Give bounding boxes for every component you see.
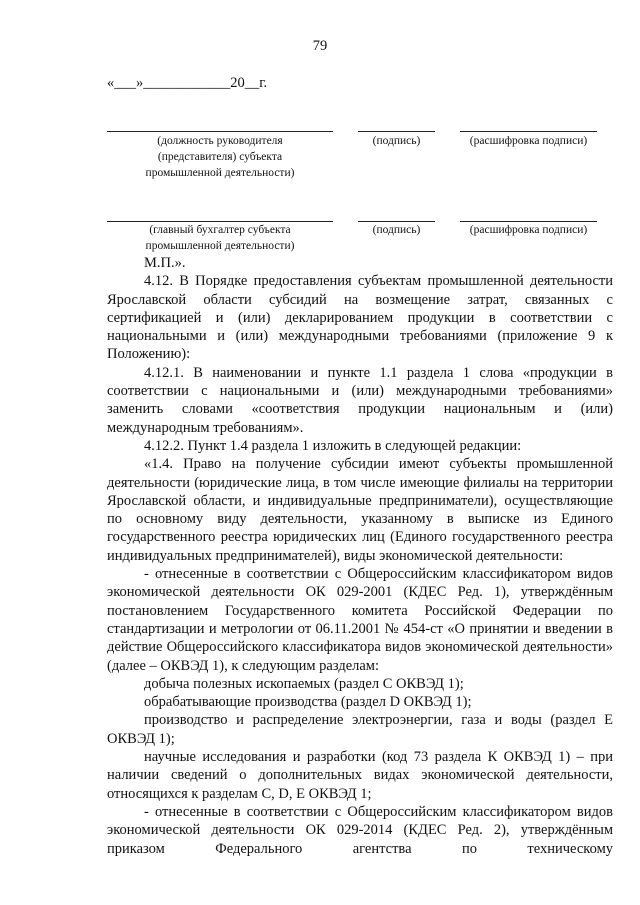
position-caption: (главный бухгалтер субъекта промышленной деятельности): [145, 224, 295, 252]
list-item-okved-1: - отнесенные в соответствии с Общероссийским классификатором видов экономической деятельности ОК 029-2001 (КДЕС Ред. 1), утверждённым постановлением Государственного комитета Российской Федерации по стандартизации и метрологии от 06.11.2001 № 454-ст «О принятии и введении в действие Общероссийского классификатора видов экономической деятельности» (далее – ОКВЭД 1), к следующим разделам:: [107, 566, 613, 674]
position-line: [107, 131, 333, 132]
signature-caption: (подпись): [372, 135, 421, 147]
document-body: [107, 254, 613, 858]
signature-line: [358, 131, 435, 132]
stamp-mark: М.П.».: [144, 255, 186, 271]
decoding-line: [460, 131, 597, 132]
list-item-research: научные исследования и разработки (код 73 раздела К ОКВЭД 1) – при наличии сведений о дополнительных видах экономической деятельности, относящихся к разделам С, D, Е ОКВЭД 1;: [107, 749, 613, 802]
date-line: «___»____________20__г.: [107, 75, 268, 91]
signature-caption: (подпись): [372, 224, 421, 236]
list-item-okved-2: - отнесенные в соответствии с Общероссийским классификатором видов экономической деятельности ОК 029-2014 (КДЕС Ред. 2), утверждённым приказом Федерального агентства по техническому: [107, 803, 613, 857]
paragraph-4-12-1: 4.12.1. В наименовании и пункте 1.1 раздела 1 слова «продукции в соответствии с национальными и (или) международными требованиями» заменить словами «соответствия продукции национальным и (или) международным требованиям».: [107, 364, 613, 436]
position-caption: (должность руководителя (представителя) субъекта промышленной деятельности): [145, 135, 295, 179]
list-item-energy: производство и распределение электроэнергии, газа и воды (раздел Е ОКВЭД 1);: [107, 712, 613, 747]
paragraph-4-12: 4.12. В Порядке предоставления субъектам промышленной деятельности Ярославской области субсидий на возмещение затрат, связанных с сертификацией и (или) декларированием продукции в соответствии с национальными и (или) международными требованиями (приложение 9 к Положению):: [107, 273, 613, 363]
list-item-manufacturing: обрабатывающие производства (раздел D ОКВЭД 1);: [144, 694, 472, 711]
list-item-mining: добыча полезных ископаемых (раздел С ОКВЭД 1);: [144, 675, 464, 692]
decoding-caption: (расшифровка подписи): [469, 135, 588, 147]
paragraph-1-4: «1.4. Право на получение субсидии имеют субъекты промышленной деятельности (юридические лица, в том числе имеющие филиалы на территории Ярославской области, и индивидуальные предприниматели), осуществляющие по основному виду деятельности, указанному в выписке из Единого государственного реестра юридических лиц (Единого государственного реестра индивидуальных предпринимателей), виды экономической деятельности:: [107, 456, 613, 564]
paragraph-4-12-2: 4.12.2. Пункт 1.4 раздела 1 изложить в следующей редакции:: [144, 437, 522, 454]
page-number: 79: [312, 38, 328, 54]
decoding-caption: (расшифровка подписи): [469, 224, 588, 236]
